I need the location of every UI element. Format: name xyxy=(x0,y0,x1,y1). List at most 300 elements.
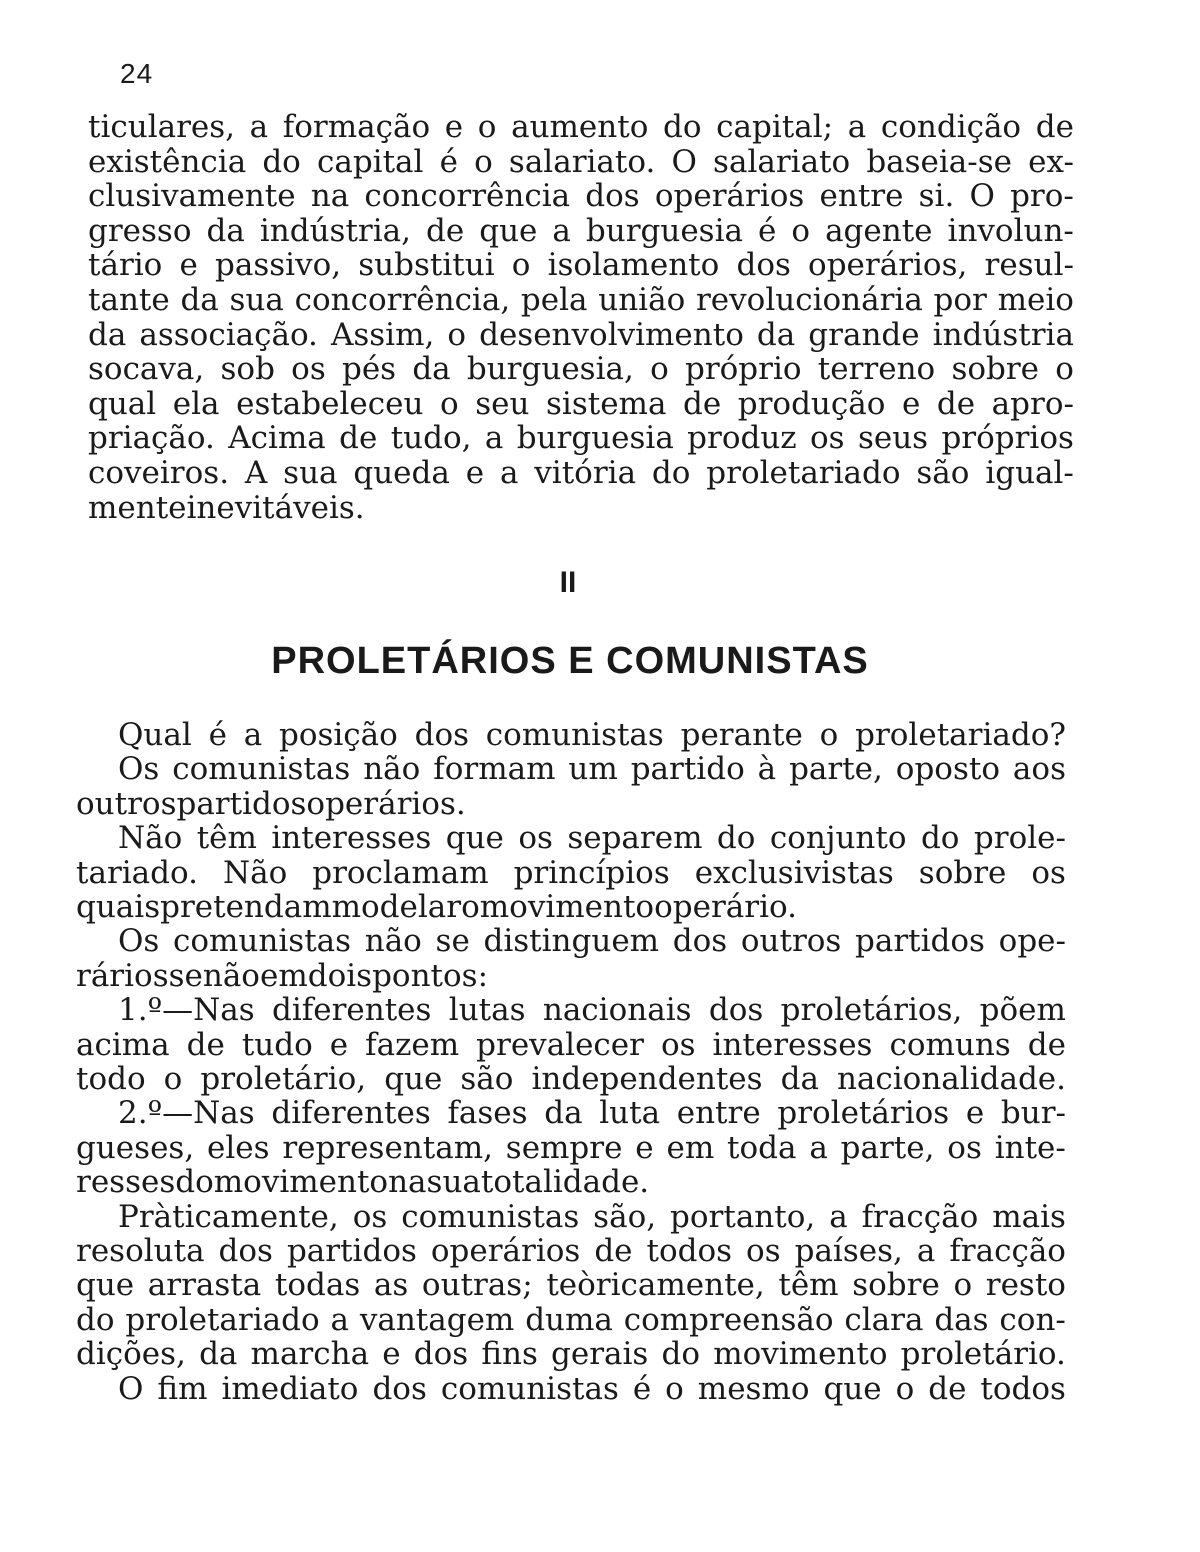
word: nacionalidade. xyxy=(836,1061,1066,1097)
word: fazem xyxy=(365,1026,460,1063)
word: sempre xyxy=(505,1129,623,1166)
word: da xyxy=(199,1336,238,1373)
text-line xyxy=(88,248,1074,282)
text-line xyxy=(88,145,1074,179)
word: que xyxy=(76,1267,135,1304)
word: concorrência, xyxy=(294,282,511,318)
text-line xyxy=(88,318,1074,352)
word: desenvolvimento xyxy=(479,316,744,353)
word: distinguem xyxy=(483,923,660,960)
word: ex- xyxy=(1028,143,1074,180)
word: sobre xyxy=(852,1267,940,1304)
word: de xyxy=(426,212,465,249)
word: que xyxy=(445,820,504,857)
word: os xyxy=(660,1026,696,1063)
word: todo xyxy=(76,1061,146,1097)
word: do xyxy=(920,820,960,857)
word: fases xyxy=(447,1095,528,1132)
word: O xyxy=(969,178,995,215)
text-line xyxy=(118,821,1066,855)
word: são xyxy=(916,455,970,491)
word: princípios xyxy=(513,854,670,891)
word: união xyxy=(598,282,686,318)
text-line xyxy=(76,856,1066,890)
word: condição xyxy=(880,109,1022,145)
word: da xyxy=(756,316,796,353)
word: entre xyxy=(676,1095,761,1132)
word: na xyxy=(388,1164,427,1201)
word: dos xyxy=(672,923,728,960)
word: os xyxy=(518,820,553,857)
text-line xyxy=(88,179,1074,213)
word: as xyxy=(373,1267,409,1304)
word: de xyxy=(186,1026,225,1063)
text-line xyxy=(76,1131,1066,1165)
word: seus xyxy=(857,420,929,457)
word: terreno xyxy=(817,351,936,388)
word: o xyxy=(163,1061,183,1097)
word: seu xyxy=(475,385,530,422)
word: bur- xyxy=(1000,1095,1066,1132)
word: pela xyxy=(520,282,588,318)
word: teòricamente, xyxy=(546,1267,765,1304)
text-line xyxy=(76,1028,1066,1062)
word: igual- xyxy=(985,455,1074,491)
word: queda xyxy=(353,455,450,491)
page-number: 24 xyxy=(120,58,154,89)
word: de xyxy=(594,1233,633,1269)
word: salariato. xyxy=(508,143,656,180)
word: o xyxy=(791,212,811,249)
word: O xyxy=(118,1370,144,1407)
word: partidos xyxy=(855,923,985,960)
word: formação xyxy=(282,109,431,145)
word: Os xyxy=(118,923,160,960)
word: A xyxy=(244,455,268,491)
word: o xyxy=(1055,351,1074,388)
word: todos xyxy=(646,1233,733,1269)
word: sobre xyxy=(918,854,1007,891)
word: modelar xyxy=(331,889,462,925)
word: perante xyxy=(680,717,803,753)
word: e xyxy=(329,1026,349,1063)
word: sobre xyxy=(951,351,1040,388)
word: compreensão xyxy=(623,1301,834,1338)
word: é xyxy=(439,143,458,180)
word: o xyxy=(895,1370,915,1407)
word: e xyxy=(444,109,464,145)
word: nacionais xyxy=(542,992,692,1029)
word: posição xyxy=(278,717,398,753)
word: e xyxy=(465,455,485,491)
word: do xyxy=(661,1336,701,1373)
word: grande xyxy=(808,316,920,353)
word: fracção xyxy=(949,1233,1066,1269)
word: pontos: xyxy=(372,957,489,994)
word: outras; xyxy=(421,1267,533,1304)
word: os xyxy=(746,1233,781,1269)
word: são, xyxy=(593,1198,657,1235)
word: dos xyxy=(736,247,791,284)
word: conjunto xyxy=(769,820,907,857)
word: os xyxy=(1031,854,1066,891)
word: socava, xyxy=(88,351,205,388)
word: a xyxy=(829,1198,848,1235)
word: em xyxy=(666,1129,715,1166)
word: próprio xyxy=(684,351,802,388)
word: tudo xyxy=(241,1026,313,1063)
word: os xyxy=(291,351,326,388)
text-line xyxy=(76,959,1066,993)
word: fracção xyxy=(861,1198,979,1235)
word: burguesia, xyxy=(466,351,634,388)
word: comunistas xyxy=(172,751,351,788)
word: oposto xyxy=(895,751,1000,788)
word: lutas xyxy=(448,992,526,1029)
word: a xyxy=(243,717,263,753)
word: têm xyxy=(778,1267,839,1304)
word: acima xyxy=(76,1026,170,1063)
word: todos xyxy=(980,1370,1066,1407)
word: gueses, xyxy=(76,1129,195,1166)
text-line xyxy=(76,1303,1066,1337)
text-line xyxy=(88,491,1074,525)
word: indústria, xyxy=(259,212,411,249)
word: totalidade. xyxy=(480,1164,650,1201)
word: do xyxy=(663,109,702,145)
word: si. xyxy=(918,178,955,215)
text-line xyxy=(76,1268,1066,1302)
word: resses xyxy=(76,1164,176,1201)
word: representam, xyxy=(282,1129,493,1166)
word: do xyxy=(262,143,301,180)
word: partidos xyxy=(286,1233,417,1269)
text-line xyxy=(118,1096,1066,1130)
word: de xyxy=(1027,1026,1066,1063)
word: interesses xyxy=(712,1026,873,1063)
word: formam xyxy=(433,751,556,788)
word: quais xyxy=(76,889,161,925)
word: proletário. xyxy=(900,1336,1066,1373)
word: fins xyxy=(481,1336,538,1373)
word: vantagem xyxy=(359,1301,515,1338)
word: dições, xyxy=(76,1336,186,1373)
text-line xyxy=(88,214,1074,248)
word: Não xyxy=(222,854,288,891)
word: da xyxy=(206,212,245,249)
word: dos xyxy=(708,992,764,1029)
word: é xyxy=(632,1370,652,1407)
word: senão xyxy=(168,957,260,994)
word: do xyxy=(76,1301,115,1338)
word: Os xyxy=(118,751,160,788)
word: a xyxy=(249,109,269,145)
word: a xyxy=(552,212,571,249)
word: resoluta xyxy=(76,1233,205,1269)
word: o xyxy=(461,889,480,925)
word: clara xyxy=(844,1301,924,1338)
word: de xyxy=(683,385,722,422)
word: dois xyxy=(307,957,373,994)
text-line xyxy=(76,787,1066,821)
word: sua xyxy=(426,1164,481,1201)
word: burguesia xyxy=(585,212,743,249)
word: associação. xyxy=(139,316,318,353)
text-line xyxy=(76,1062,1066,1096)
word: dos xyxy=(218,1233,273,1269)
word: tudo, xyxy=(390,420,472,457)
word: mais xyxy=(992,1198,1066,1235)
word: tante xyxy=(88,282,170,318)
word: passivo, xyxy=(215,247,342,284)
word: é xyxy=(208,717,227,753)
word: vitória xyxy=(534,455,637,491)
word: duma xyxy=(525,1301,613,1338)
word: apro- xyxy=(991,385,1074,422)
word: o xyxy=(439,385,459,422)
word: interesses xyxy=(271,820,432,857)
word: a xyxy=(916,1233,936,1269)
word: por xyxy=(933,282,987,318)
word: proletariado xyxy=(706,455,901,491)
word: sua xyxy=(283,455,338,491)
word: comuns xyxy=(889,1026,1011,1063)
word: movimento xyxy=(713,1336,888,1373)
text-line xyxy=(118,718,1066,752)
word: existência xyxy=(88,143,247,180)
word: revolucionária xyxy=(695,282,923,318)
word: aumento xyxy=(511,109,649,145)
text-line xyxy=(88,110,1074,144)
word: operários xyxy=(430,1233,581,1269)
word: têm xyxy=(196,820,257,857)
word: que xyxy=(823,1370,882,1407)
word: de xyxy=(1035,109,1074,145)
word: a xyxy=(847,109,867,145)
word: luta xyxy=(599,1095,661,1132)
word: e xyxy=(179,247,198,284)
word: proclamam xyxy=(312,854,489,891)
word: o xyxy=(665,1370,684,1407)
word: próprios xyxy=(941,420,1074,457)
word: se xyxy=(435,923,470,960)
word: fim xyxy=(157,1370,208,1407)
word: do xyxy=(651,455,691,491)
text-line xyxy=(118,752,1066,786)
text-line xyxy=(88,421,1074,455)
word: os xyxy=(947,1129,982,1166)
word: todas xyxy=(274,1267,361,1304)
word: dos xyxy=(585,178,640,215)
word: eles xyxy=(207,1129,270,1166)
word: baseia-se xyxy=(866,143,1013,180)
word: comunistas xyxy=(440,1370,619,1407)
word: capital xyxy=(316,143,424,180)
word: da xyxy=(180,282,219,318)
word: inte- xyxy=(994,1129,1066,1166)
word: que xyxy=(479,212,538,249)
text-line xyxy=(118,993,1066,1027)
word: comunistas xyxy=(401,1198,580,1235)
word: o xyxy=(477,109,497,145)
word: tariado. xyxy=(76,854,198,891)
word: resul- xyxy=(984,247,1074,284)
word: isolamento xyxy=(547,247,720,284)
text-line xyxy=(76,1165,1066,1199)
text-line xyxy=(118,1200,1066,1234)
text-line xyxy=(88,352,1074,386)
word: sistema xyxy=(546,385,667,422)
word: capital; xyxy=(716,109,834,145)
word: meio xyxy=(997,282,1074,318)
word: do xyxy=(175,1164,214,1201)
word: gresso xyxy=(88,212,192,249)
text-line xyxy=(88,387,1074,421)
word: separem xyxy=(567,820,703,857)
word: Pràticamente, xyxy=(118,1198,339,1235)
word: mesmo xyxy=(697,1370,810,1407)
word: operários. xyxy=(306,785,466,822)
word: estabeleceu xyxy=(236,385,424,422)
word: das xyxy=(934,1301,989,1338)
word: o xyxy=(447,316,467,353)
word: 1.º—Nas xyxy=(118,992,255,1029)
word: dos xyxy=(413,1336,469,1373)
word: qual xyxy=(88,385,157,422)
word: aos xyxy=(1012,751,1066,788)
word: salariato xyxy=(713,143,851,180)
word: da xyxy=(412,351,451,388)
word: coveiros. xyxy=(88,455,230,491)
section-number: II xyxy=(559,566,577,599)
word: parte, xyxy=(789,751,883,788)
word: à xyxy=(757,751,777,788)
word: proletariado? xyxy=(855,717,1066,753)
word: proletário, xyxy=(200,1061,367,1097)
word: que xyxy=(384,1061,443,1097)
word: o xyxy=(650,351,669,388)
word: O xyxy=(671,143,697,180)
word: os xyxy=(810,420,845,457)
word: a xyxy=(499,455,519,491)
word: entre xyxy=(819,178,904,215)
word: sua xyxy=(229,282,284,318)
word: são xyxy=(460,1061,514,1097)
word: exclusivistas xyxy=(694,854,894,891)
word: da xyxy=(88,316,127,353)
word: ela xyxy=(172,385,220,422)
word: Acima xyxy=(228,420,326,457)
word: proletariado xyxy=(125,1301,320,1338)
word: a xyxy=(484,420,504,457)
word: operários xyxy=(654,178,805,215)
word: prevalecer xyxy=(476,1026,644,1063)
word: operário. xyxy=(654,889,797,925)
word: inevitáveis. xyxy=(186,489,365,526)
word: não xyxy=(364,923,422,960)
word: de xyxy=(928,1370,967,1407)
word: pro- xyxy=(1010,178,1074,215)
word: indústria xyxy=(932,316,1074,353)
word: concorrência xyxy=(364,178,571,215)
word: dos xyxy=(372,1370,427,1407)
word: 2.º—Nas xyxy=(118,1095,255,1132)
word: produção xyxy=(737,385,886,422)
word: de xyxy=(936,385,976,422)
section-title: PROLETÁRIOS E COMUNISTAS xyxy=(271,640,869,682)
word: produz xyxy=(687,420,797,457)
word: o xyxy=(511,247,531,284)
word: toda xyxy=(727,1129,797,1166)
word: operários, xyxy=(808,247,968,284)
word: pretendam xyxy=(160,889,332,925)
word: imediato xyxy=(221,1370,359,1407)
word: involun- xyxy=(947,212,1074,249)
word: substitui xyxy=(358,247,495,284)
word: não xyxy=(363,751,421,788)
word: pés xyxy=(341,351,397,388)
word: outros xyxy=(740,923,842,960)
text-line xyxy=(88,456,1074,490)
word: comunistas xyxy=(173,923,352,960)
word: na xyxy=(310,178,350,215)
word: dos xyxy=(414,717,470,753)
word: os xyxy=(352,1198,388,1235)
word: o xyxy=(953,1267,973,1304)
word: diferentes xyxy=(271,1095,431,1132)
word: portanto, xyxy=(670,1198,816,1235)
word: do xyxy=(716,820,756,857)
word: gerais xyxy=(551,1336,649,1373)
word: resto xyxy=(985,1267,1066,1304)
word: o xyxy=(474,143,493,180)
word: ticulares, xyxy=(88,109,236,145)
word: põem xyxy=(979,992,1066,1029)
word: priação. xyxy=(88,420,215,457)
word: con- xyxy=(999,1301,1066,1338)
text-line xyxy=(76,1337,1066,1371)
word: a xyxy=(330,1301,349,1338)
text-line xyxy=(76,1234,1066,1268)
word: um xyxy=(568,751,618,788)
word: partidos xyxy=(176,785,307,822)
word: e xyxy=(382,1336,401,1373)
word: outros xyxy=(76,785,177,822)
word: diferentes xyxy=(272,992,432,1029)
word: comunistas xyxy=(485,717,664,753)
word: parte, xyxy=(840,1129,935,1166)
word: Qual xyxy=(118,717,192,753)
word: movimento xyxy=(213,1164,389,1201)
word: sob xyxy=(220,351,275,388)
word: Assim, xyxy=(330,316,435,353)
word: de xyxy=(339,420,378,457)
text-line xyxy=(76,890,1066,924)
text-line xyxy=(118,924,1066,958)
word: mente xyxy=(88,489,187,526)
word: independentes xyxy=(531,1061,763,1097)
word: países, xyxy=(794,1233,903,1269)
word: proletários, xyxy=(780,992,963,1029)
word: movimento xyxy=(479,889,655,925)
word: tário xyxy=(88,247,163,284)
word: rários xyxy=(76,957,169,994)
text-line xyxy=(118,1372,1066,1406)
word: partido xyxy=(630,751,745,788)
word: a xyxy=(809,1129,828,1166)
word: proletários xyxy=(777,1095,950,1132)
word: o xyxy=(819,717,839,753)
